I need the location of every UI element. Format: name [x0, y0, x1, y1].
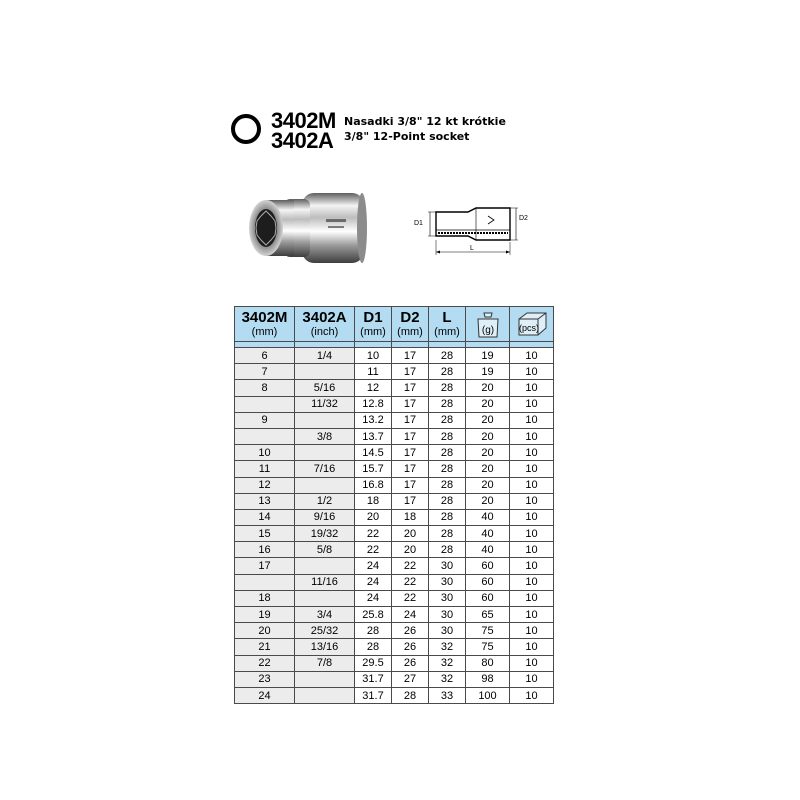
- cell-d1: 15.7: [355, 461, 392, 477]
- column-header-d2: [392, 307, 429, 342]
- cell-d1: 14.5: [355, 445, 392, 461]
- cell-length: 32: [429, 671, 466, 687]
- cell-inch-size: 1/4: [295, 348, 355, 364]
- cell-d2: 24: [392, 607, 429, 623]
- cell-quantity: 10: [510, 590, 554, 606]
- product-code-imperial: 3402A: [271, 128, 334, 153]
- table-row: [235, 428, 554, 444]
- cell-inch-size: [295, 671, 355, 687]
- column-header-title: D2: [400, 309, 420, 326]
- table-row: [235, 396, 554, 412]
- cell-d2: 17: [392, 493, 429, 509]
- cell-inch-size: [295, 477, 355, 493]
- cell-metric-size: 17: [235, 558, 295, 574]
- column-header-title: D1: [363, 309, 383, 326]
- cell-quantity: 10: [510, 348, 554, 364]
- cell-d2: 20: [392, 526, 429, 542]
- cell-weight: 75: [466, 623, 510, 639]
- cell-length: 32: [429, 639, 466, 655]
- cell-d2: 22: [392, 590, 429, 606]
- cell-d1: 13.2: [355, 412, 392, 428]
- cell-inch-size: 11/32: [295, 396, 355, 412]
- column-header-unit: (pcs): [518, 323, 539, 333]
- table-row: [235, 445, 554, 461]
- cell-weight: 60: [466, 558, 510, 574]
- cell-length: 30: [429, 558, 466, 574]
- cell-quantity: 10: [510, 542, 554, 558]
- cell-length: 28: [429, 348, 466, 364]
- cell-quantity: 10: [510, 412, 554, 428]
- cell-length: 33: [429, 687, 466, 703]
- cell-length: 30: [429, 590, 466, 606]
- cell-quantity: 10: [510, 607, 554, 623]
- cell-d1: 11: [355, 364, 392, 380]
- cell-inch-size: [295, 412, 355, 428]
- cell-d1: 31.7: [355, 671, 392, 687]
- column-header-unit: (mm): [360, 326, 386, 338]
- box-icon: [515, 308, 549, 340]
- cell-length: 32: [429, 655, 466, 671]
- dimension-label-d1: D1: [414, 220, 423, 227]
- cell-length: 28: [429, 396, 466, 412]
- cell-d2: 17: [392, 477, 429, 493]
- column-header-title: 3402A: [302, 309, 347, 326]
- cell-d1: 28: [355, 623, 392, 639]
- cell-d1: 22: [355, 542, 392, 558]
- cell-length: 28: [429, 493, 466, 509]
- cell-weight: 20: [466, 445, 510, 461]
- cell-weight: 98: [466, 671, 510, 687]
- cell-weight: 20: [466, 380, 510, 396]
- table-row: [235, 542, 554, 558]
- cell-weight: 65: [466, 607, 510, 623]
- cell-quantity: 10: [510, 623, 554, 639]
- description-english: 3/8" 12-Point socket: [344, 130, 470, 143]
- cell-d1: 29.5: [355, 655, 392, 671]
- cell-d1: 10: [355, 348, 392, 364]
- product-code-metric: 3402M: [271, 108, 336, 133]
- cell-metric-size: 20: [235, 623, 295, 639]
- cell-length: 28: [429, 412, 466, 428]
- cell-d1: 24: [355, 590, 392, 606]
- cell-d1: 16.8: [355, 477, 392, 493]
- column-header-pack-quantity: [510, 307, 554, 342]
- cell-d2: 17: [392, 396, 429, 412]
- weight-icon: [475, 308, 501, 340]
- column-header-length: [429, 307, 466, 342]
- cell-weight: 60: [466, 574, 510, 590]
- cell-d2: 22: [392, 574, 429, 590]
- table-row: [235, 558, 554, 574]
- cell-inch-size: [295, 364, 355, 380]
- cell-length: 30: [429, 607, 466, 623]
- table-row: [235, 412, 554, 428]
- cell-length: 30: [429, 574, 466, 590]
- cell-metric-size: 7: [235, 364, 295, 380]
- cell-quantity: 10: [510, 364, 554, 380]
- column-header-title: 3402M: [241, 309, 288, 326]
- cell-d2: 28: [392, 687, 429, 703]
- cell-metric-size: 6: [235, 348, 295, 364]
- cell-quantity: 10: [510, 655, 554, 671]
- table-row: [235, 526, 554, 542]
- table-row: [235, 493, 554, 509]
- cell-length: 28: [429, 526, 466, 542]
- cell-weight: 19: [466, 364, 510, 380]
- cell-d2: 20: [392, 542, 429, 558]
- cell-d1: 12.8: [355, 396, 392, 412]
- cell-d1: 20: [355, 509, 392, 525]
- cell-metric-size: [235, 574, 295, 590]
- cell-weight: 40: [466, 526, 510, 542]
- table-row: [235, 590, 554, 606]
- cell-d2: 17: [392, 428, 429, 444]
- cell-inch-size: 5/16: [295, 380, 355, 396]
- column-header-unit: (inch): [310, 326, 339, 338]
- table-row: [235, 574, 554, 590]
- cell-metric-size: 18: [235, 590, 295, 606]
- cell-quantity: 10: [510, 445, 554, 461]
- table-header-row: [235, 307, 554, 342]
- cell-d2: 17: [392, 445, 429, 461]
- cell-inch-size: 5/8: [295, 542, 355, 558]
- cell-quantity: 10: [510, 428, 554, 444]
- cell-d1: 24: [355, 558, 392, 574]
- cell-length: 28: [429, 542, 466, 558]
- cell-d2: 22: [392, 558, 429, 574]
- cell-weight: 20: [466, 412, 510, 428]
- column-header-weight: [466, 307, 510, 342]
- cell-length: 30: [429, 623, 466, 639]
- socket-technical-drawing: [408, 190, 533, 265]
- cell-length: 28: [429, 364, 466, 380]
- column-header-unit: (mm): [251, 326, 278, 338]
- cell-d2: 17: [392, 348, 429, 364]
- cell-quantity: 10: [510, 639, 554, 655]
- cell-d1: 25.8: [355, 607, 392, 623]
- cell-quantity: 10: [510, 477, 554, 493]
- cell-quantity: 10: [510, 461, 554, 477]
- cell-d1: 22: [355, 526, 392, 542]
- cell-metric-size: 14: [235, 509, 295, 525]
- cell-weight: 20: [466, 477, 510, 493]
- cell-d1: 13.7: [355, 428, 392, 444]
- table-row: [235, 607, 554, 623]
- table-row: [235, 687, 554, 703]
- cell-length: 28: [429, 380, 466, 396]
- cell-quantity: 10: [510, 574, 554, 590]
- cell-length: 28: [429, 461, 466, 477]
- cell-inch-size: [295, 687, 355, 703]
- cell-weight: 80: [466, 655, 510, 671]
- cell-length: 28: [429, 445, 466, 461]
- column-header-unit: (mm): [434, 326, 460, 338]
- cell-metric-size: 21: [235, 639, 295, 655]
- cell-inch-size: 13/16: [295, 639, 355, 655]
- cell-d1: 18: [355, 493, 392, 509]
- cell-inch-size: [295, 590, 355, 606]
- specification-table: [234, 306, 554, 704]
- cell-weight: 100: [466, 687, 510, 703]
- cell-inch-size: 7/16: [295, 461, 355, 477]
- cell-inch-size: 25/32: [295, 623, 355, 639]
- cell-metric-size: [235, 396, 295, 412]
- cell-weight: 20: [466, 461, 510, 477]
- cell-metric-size: 22: [235, 655, 295, 671]
- cell-length: 28: [429, 428, 466, 444]
- cell-metric-size: 19: [235, 607, 295, 623]
- cell-d2: 17: [392, 461, 429, 477]
- cell-metric-size: 23: [235, 671, 295, 687]
- cell-inch-size: 3/8: [295, 428, 355, 444]
- column-header-metric-size: [235, 307, 295, 342]
- cell-metric-size: 13: [235, 493, 295, 509]
- cell-d2: 18: [392, 509, 429, 525]
- column-header-unit: (mm): [397, 326, 423, 338]
- cell-metric-size: 24: [235, 687, 295, 703]
- cell-metric-size: 9: [235, 412, 295, 428]
- cell-d1: 12: [355, 380, 392, 396]
- table-row: [235, 671, 554, 687]
- cell-d2: 17: [392, 380, 429, 396]
- cell-metric-size: 11: [235, 461, 295, 477]
- column-header-title: L: [442, 309, 452, 326]
- cell-weight: 40: [466, 509, 510, 525]
- cell-weight: 60: [466, 590, 510, 606]
- table-row: [235, 380, 554, 396]
- cell-d1: 31.7: [355, 687, 392, 703]
- cell-inch-size: 9/16: [295, 509, 355, 525]
- cell-quantity: 10: [510, 687, 554, 703]
- cell-d1: 24: [355, 574, 392, 590]
- cell-d2: 26: [392, 639, 429, 655]
- dimension-label-d2: D2: [519, 215, 528, 222]
- cell-weight: 20: [466, 396, 510, 412]
- cell-inch-size: 19/32: [295, 526, 355, 542]
- cell-quantity: 10: [510, 509, 554, 525]
- socket-photo: [244, 185, 369, 270]
- cell-inch-size: 7/8: [295, 655, 355, 671]
- cell-weight: 20: [466, 493, 510, 509]
- table-row: [235, 623, 554, 639]
- cell-weight: 19: [466, 348, 510, 364]
- cell-metric-size: 16: [235, 542, 295, 558]
- cell-quantity: 10: [510, 671, 554, 687]
- cell-metric-size: [235, 428, 295, 444]
- cell-weight: 75: [466, 639, 510, 655]
- cell-length: 28: [429, 509, 466, 525]
- cell-d2: 17: [392, 412, 429, 428]
- cell-d2: 27: [392, 671, 429, 687]
- column-header-unit: (g): [481, 325, 494, 336]
- cell-d1: 28: [355, 639, 392, 655]
- table-row: [235, 477, 554, 493]
- description-polish: Nasadki 3/8" 12 kt krótkie: [344, 115, 506, 128]
- cell-metric-size: 8: [235, 380, 295, 396]
- cell-quantity: 10: [510, 558, 554, 574]
- table-row: [235, 655, 554, 671]
- cell-inch-size: [295, 445, 355, 461]
- cell-quantity: 10: [510, 526, 554, 542]
- cell-d2: 17: [392, 364, 429, 380]
- cell-weight: 40: [466, 542, 510, 558]
- cell-quantity: 10: [510, 380, 554, 396]
- cell-length: 28: [429, 477, 466, 493]
- cell-quantity: 10: [510, 493, 554, 509]
- table-row: [235, 509, 554, 525]
- cell-d2: 26: [392, 655, 429, 671]
- cell-weight: 20: [466, 428, 510, 444]
- cell-quantity: 10: [510, 396, 554, 412]
- cell-d2: 26: [392, 623, 429, 639]
- table-row: [235, 364, 554, 380]
- table-row: [235, 639, 554, 655]
- twelve-point-ring-icon: [231, 114, 261, 144]
- cell-inch-size: 3/4: [295, 607, 355, 623]
- cell-metric-size: 12: [235, 477, 295, 493]
- dimension-label-l: L: [470, 245, 474, 252]
- cell-metric-size: 15: [235, 526, 295, 542]
- cell-metric-size: 10: [235, 445, 295, 461]
- cell-inch-size: 1/2: [295, 493, 355, 509]
- cell-inch-size: 11/16: [295, 574, 355, 590]
- column-header-inch-size: [295, 307, 355, 342]
- column-header-d1: [355, 307, 392, 342]
- table-row: [235, 348, 554, 364]
- table-row: [235, 461, 554, 477]
- cell-inch-size: [295, 558, 355, 574]
